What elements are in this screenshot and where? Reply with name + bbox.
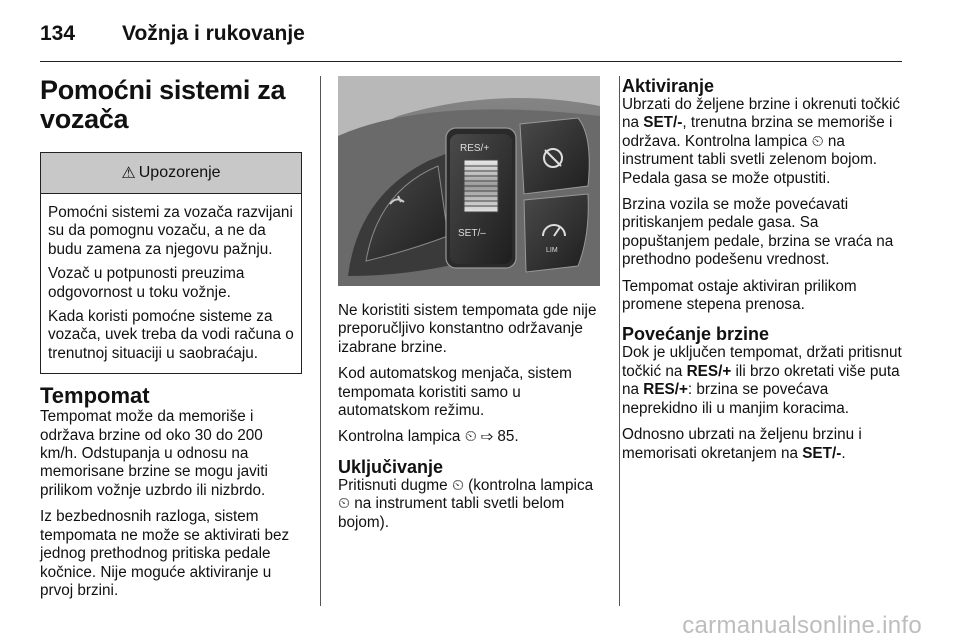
section-title-cruise-control: Tempomat — [40, 383, 150, 409]
column-divider-2 — [619, 76, 620, 606]
header-rule — [40, 61, 902, 62]
paragraph: Dok je uključen tempomat, držati pritisnut točkić na RES/+ ili brzo okretati više puta na RES/+: brzina se povećava neprekidno ili u manjim koracima. — [622, 344, 902, 417]
paragraph: Odnosno ubrzati na željenu brzinu i memorisati okretanjem na SET/-. — [622, 426, 862, 462]
paragraph-reference: Kontrolna lampica ⏲ ⇨ 85. — [338, 428, 519, 446]
page-header — [40, 10, 900, 60]
column-2 — [338, 76, 600, 540]
paragraph: Kod automatskog menjača, sistem tempomata koristiti samo u automatskom režimu. — [338, 365, 572, 420]
paragraph: Iz bezbednosnih razloga, sistem tempomata ne može se aktivirati bez jednog prethodnog pritiska pedale kočnice. Nije moguće aktiviranje u prvoj brzini. — [40, 508, 290, 599]
paragraph: Pritisnuti dugme ⏲ (kontrolna lampica ⏲ na instrument tabli svetli belom bojom). — [338, 476, 594, 531]
warning-header — [41, 153, 301, 194]
section-title-driver-assistance: Pomoćni sistemi za vozača — [40, 75, 286, 134]
warning-paragraph: Pomoćni sistemi za vozača razvijani su da pomognu vozaču, a ne da budu zamena za njegovu pažnju. — [48, 204, 293, 258]
paragraph: Brzina vozila se može povećavati pritiskanjem pedale gasa. Sa popuštanjem pedale, brzina se vraća na prethodno podešenu vrednost. — [622, 196, 894, 269]
warning-triangle-icon: ⚠ — [121, 165, 136, 182]
cruise-lamp-icon: ⏲ — [464, 428, 477, 446]
column-divider-1 — [320, 76, 321, 606]
chapter-title: Vožnja i rukovanje — [122, 22, 305, 45]
res-label: RES/+ — [460, 143, 490, 154]
lim-label: LIM — [546, 247, 558, 254]
paragraph: Tempomat ostaje aktiviran prilikom promene stepena prenosa. — [622, 277, 857, 314]
warning-paragraph: Kada koristi pomoćne sisteme za vozača, uvek treba da vodi računa o trenutnoj situaciji u saobraćaju. — [48, 308, 294, 362]
warning-box — [40, 152, 302, 374]
cruise-button-icon: ⏲ — [451, 476, 464, 494]
page-number: 134 — [40, 22, 76, 45]
warning-paragraph: Vozač u potpunosti preuzima odgovornost u toku vožnje. — [48, 265, 245, 301]
cruise-lamp-icon: ⏲ — [811, 132, 824, 150]
paragraph: Ne koristiti sistem tempomata gde nije preporučljivo konstantno održavanje izabrane brzine. — [338, 302, 597, 356]
page-reference-arrow-icon: ⇨ — [480, 428, 494, 446]
paragraph: Tempomat može da memoriše i održava brzine od oko 30 do 200 km/h. Odstupanja u odnosu na memorisane brzine se mogu javiti prilikom vožnje uzbrdo ili nizbrdo. — [40, 408, 268, 499]
column-3 — [622, 76, 904, 471]
cruise-lamp-icon: ⏲ — [338, 495, 350, 513]
steering-wheel-controls-photo — [338, 76, 600, 286]
paragraph: Ubrzati do željene brzine i okrenuti točkić na SET/-, trenutna brzina se memoriše i održava. Kontrolna lampica ⏲ na instrument tabli svetli zelenom bojom. Pedala gasa se može otpustiti. — [622, 96, 901, 187]
column-1 — [40, 76, 304, 608]
watermark[interactable]: carmanualsonline.info — [682, 612, 922, 639]
subsection-increase-speed: Povećanje brzine — [622, 324, 770, 345]
warning-body — [41, 194, 301, 373]
subsection-switching-on: Uključivanje — [338, 456, 444, 477]
warning-heading: Upozorenje — [138, 164, 221, 181]
set-label: SET/– — [458, 228, 486, 239]
subsection-activation: Aktiviranje — [622, 76, 715, 96]
